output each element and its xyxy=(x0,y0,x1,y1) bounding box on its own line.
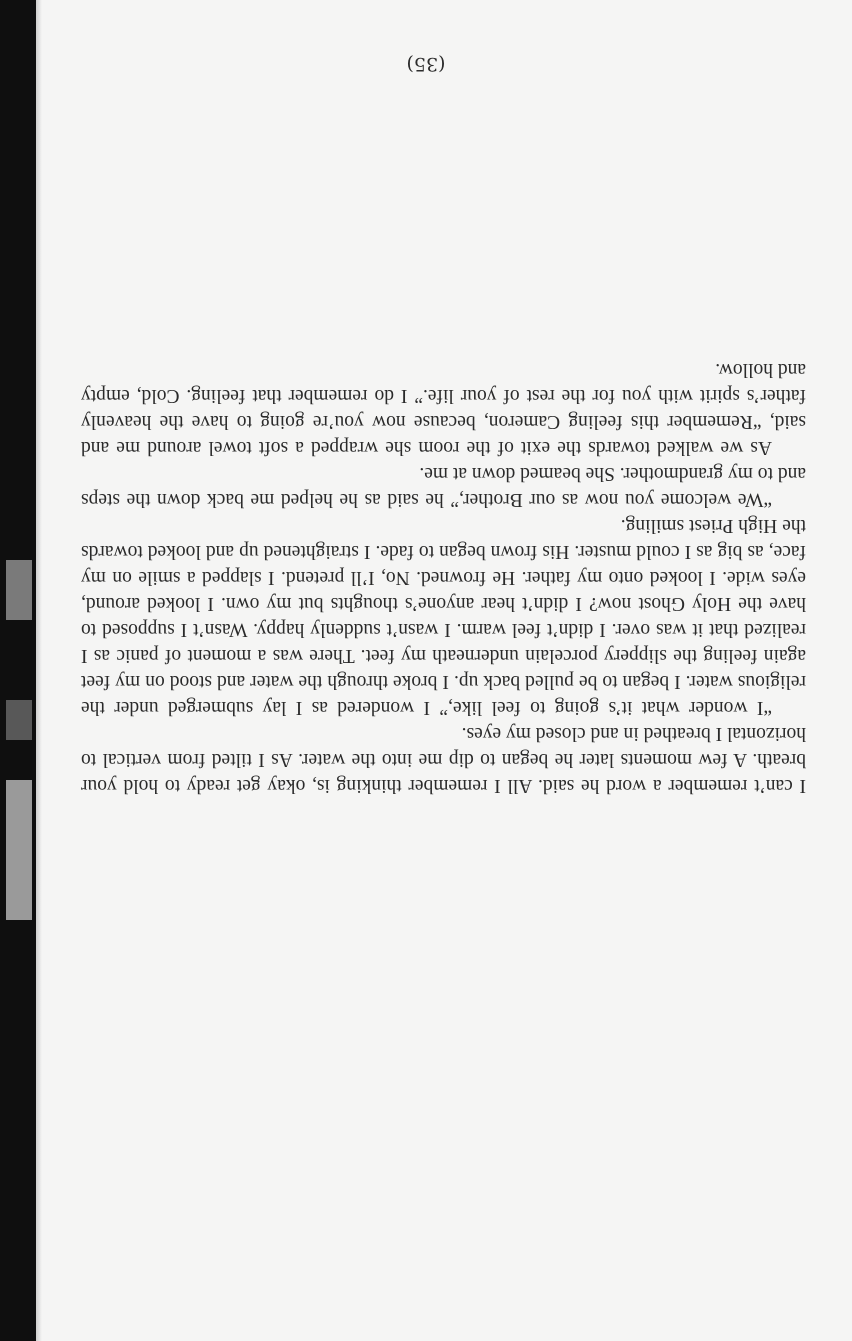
body-text xyxy=(81,356,806,798)
paragraph: “I wonder what it’s going to feel like,” I wondered as I lay submerged under the religious water. I began to be pulled back up. I broke through the water and stood on my feet again feeling the slippery porcelain underneath my feet. There was a moment of panic as I realized that it was over. I didn’t feel warm. I wasn’t suddenly happy. Wasn’t I supposed to have the Holy Ghost now? I didn’t hear anyone’s thoughts but my own. I looked around, eyes wide. I looked onto my father. He frowned. No, I’ll pretend. I slapped a smile on my face, as big as I could muster. His frown began to fade. I straightened up and looked towards the High Priest smiling. xyxy=(81,515,806,718)
paragraph: As we walked towards the exit of the room she wrapped a soft towel around me and said, “Remember this feeling Cameron, because now you’re going to have the heavenly father’s spirit with you for the rest of your life.” I do remember that feeling. Cold, empty and hollow. xyxy=(81,359,806,458)
page-number: (35) xyxy=(406,53,446,75)
paragraph: I can’t remember a word he said. All I remember thinking is, okay get ready to hold your breath. A few moments later he began to dip me into the water. As I tilted from vertical to horizontal I breathed in and closed my eyes. xyxy=(81,723,806,796)
paragraph: “We welcome you now as our Brother,” he said as he helped me back down the steps and to my grandmother. She beamed down at me. xyxy=(81,463,806,510)
